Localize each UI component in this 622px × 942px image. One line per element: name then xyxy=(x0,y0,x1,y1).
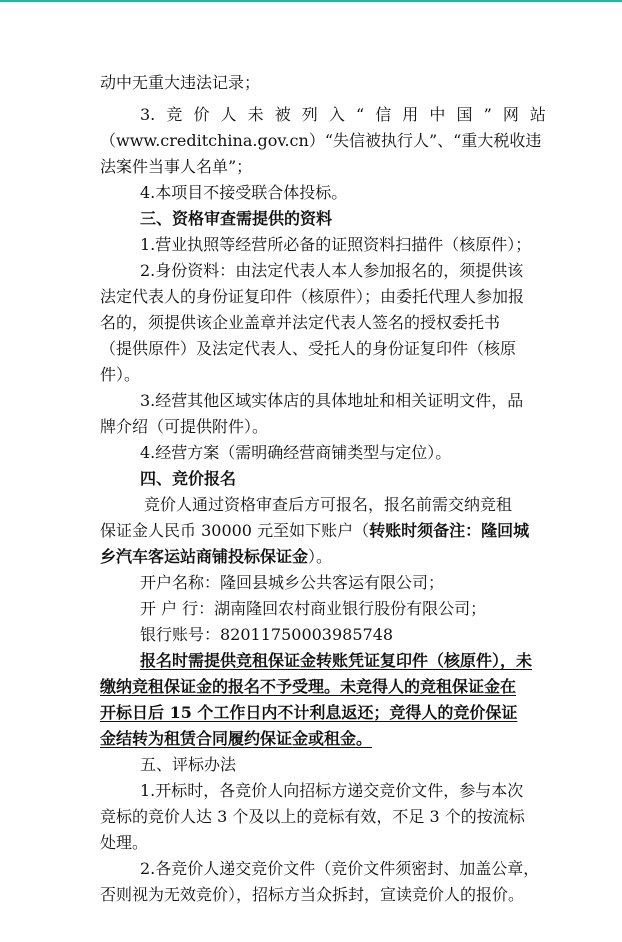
account-name: 开户名称：隆回县城乡公共客运有限公司； xyxy=(140,573,445,592)
text-line: 竞价人通过资格审查后方可报名，报名前需交纳竞租 xyxy=(144,495,513,514)
text-line: 2.各竞价人递交竞价文件（竞价文件须密封、加盖公章， xyxy=(140,859,540,878)
notice-line: 开标日后 15 个工作日内不计利息返还；竞得人的竞价保证 xyxy=(100,703,518,722)
text-line: 法案件当事人名单”； xyxy=(100,157,253,176)
notice-line: 缴纳竞租保证金的报名不予受理。未竞得人的竞租保证金在 xyxy=(100,677,517,696)
deposit-note-emph: 投标保证金 xyxy=(228,547,309,566)
text-line: 件）。 xyxy=(100,365,141,384)
text-line: （提供原件）及法定代表人、受托人的身份证复印件（核原 xyxy=(100,339,517,358)
text-line: 4.本项目不接受联合体投标。 xyxy=(140,183,348,202)
text-line: 1.开标时，各竞价人向招标方递交竞价文件，参与本次 xyxy=(140,781,524,800)
account-number: 银行账号：82011750003985748 xyxy=(140,625,394,644)
text-line: 竞标的竞价人达 3 个及以上的竞标有效，不足 3 个的按流标 xyxy=(100,807,525,826)
text-line: 3.经营其他区域实体店的具体地址和相关证明文件，品 xyxy=(140,391,524,410)
text-line: 否则视为无效竞价），招标方当众拆封，宣读竞价人的报价。 xyxy=(100,885,525,904)
text-line: 牌介绍（可提供附件）。 xyxy=(100,417,269,436)
text-line: 1.营业执照等经营所必备的证照资料扫描件（核原件）； xyxy=(140,235,532,254)
deposit-tail: ）。 xyxy=(308,547,333,566)
notice-line: 报名时需提供竞租保证金转账凭证复印件（核原件），未 xyxy=(140,651,533,670)
section-heading: 四、竞价报名 xyxy=(140,469,237,488)
deposit-line xyxy=(0,518,622,544)
text-line: 4.经营方案（需明确经营商铺类型与定位）。 xyxy=(140,443,452,462)
text-line: 法定代表人的身份证复印件（核原件）；由委托代理人参加报 xyxy=(100,287,525,306)
text-line: 动中无重大违法记录； xyxy=(100,73,261,92)
text-line: 处理。 xyxy=(100,833,149,852)
account-bank: 开 户 行：湖南隆回农村商业银行股份有限公司； xyxy=(140,599,487,618)
deposit-note: 转账时须备注：隆回城 xyxy=(369,521,530,540)
deposit-line-2 xyxy=(0,544,622,570)
text-line: 名的，须提供该企业盖章并法定代表人签名的授权委托书 xyxy=(100,313,501,332)
section-heading: 五、评标办法 xyxy=(140,755,237,774)
text-line: 3. 竞 价 人 未 被 列 入 “ 信 用 中 国 ” 网 站 xyxy=(140,105,546,124)
notice-line: 金结转为租赁合同履约保证金或租金。 xyxy=(100,729,373,748)
deposit-note-cont: 乡汽车客运站商铺 xyxy=(100,547,229,566)
section-heading: 三、资格审查需提供的资料 xyxy=(140,209,333,228)
deposit-text: 保证金人民币 30000 元至如下账户（ xyxy=(100,521,370,540)
text-line: （www.creditchina.gov.cn）“失信被执行人”、“重大税收违 xyxy=(100,131,542,150)
text-line: 2.身份资料：由法定代表人本人参加报名的，须提供该 xyxy=(140,261,524,280)
